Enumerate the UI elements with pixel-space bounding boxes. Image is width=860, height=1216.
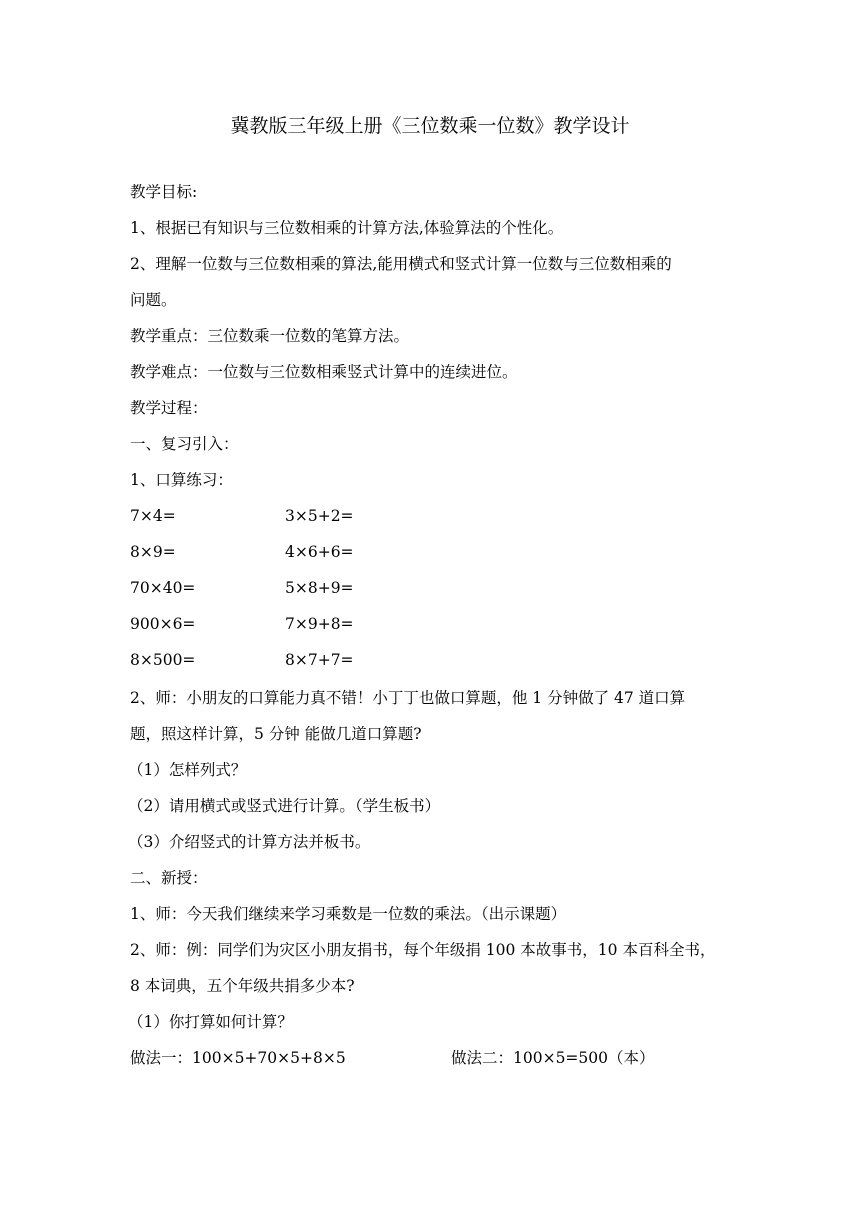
objectives-heading: 教学目标: [130, 183, 198, 201]
objective-2-line-2: 问题。 [130, 291, 177, 309]
objective-2-line-1: 2、理解一位数与三位数相乘的算法,能用横式和竖式计算一位数与三位数相乘的 [130, 255, 672, 273]
new-lesson-2-line-2: 8 本词典，五个年级共捐多少本? [130, 977, 355, 995]
difficulty: 教学难点：一位数与三位数相乘竖式计算中的连续进位。 [130, 363, 518, 381]
new-lesson-1: 1、师：今天我们继续来学习乘数是一位数的乘法。（出示课题） [130, 905, 567, 923]
process-heading: 教学过程： [130, 399, 208, 417]
question-1: （1）怎样列式？ [128, 761, 247, 779]
oral-practice-heading: 1、口算练习： [130, 471, 233, 489]
section-1-heading: 一、复习引入： [130, 435, 239, 453]
method-2: 做法二：100×5=500（本） [451, 1049, 655, 1067]
exercise-right: 7×9+8= [285, 615, 354, 633]
question-3: （3）介绍竖式的计算方法并板书。 [128, 833, 371, 851]
method-1: 做法一：100×5+70×5+8×5 [130, 1049, 346, 1067]
exercise-right: 4×6+6= [285, 543, 354, 561]
new-question-1: （1）你打算如何计算？ [128, 1013, 293, 1031]
exercise-right: 3×5+2= [285, 507, 354, 525]
exercise-left: 7×4= [130, 507, 176, 525]
section-2-heading: 二、新授： [130, 869, 208, 887]
new-lesson-2-line-1: 2、师：例：同学们为灾区小朋友捐书，每个年级捐 100 本故事书，10 本百科全书， [130, 941, 716, 959]
exercise-right: 5×8+9= [285, 579, 354, 597]
exercise-left: 8×9= [130, 543, 176, 561]
exercise-left: 70×40= [130, 579, 196, 597]
exercise-left: 8×500= [130, 651, 196, 669]
objective-1: 1、根据已有知识与三位数相乘的计算方法,体验算法的个性化。 [130, 219, 564, 237]
teacher-prompt-line-1: 2、师：小朋友的口算能力真不错！小丁丁也做口算题，他 1 分钟做了 47 道口算 [130, 689, 686, 707]
key-point: 教学重点：三位数乘一位数的笔算方法。 [130, 327, 410, 345]
document-title: 冀教版三年级上册《三位数乘一位数》教学设计 [230, 115, 630, 137]
exercise-left: 900×6= [130, 615, 196, 633]
exercise-right: 8×7+7= [285, 651, 354, 669]
question-2: （2）请用横式或竖式进行计算。（学生板书） [128, 797, 441, 815]
teacher-prompt-line-2: 题，照这样计算，5 分钟 能做几道口算题? [130, 725, 422, 743]
